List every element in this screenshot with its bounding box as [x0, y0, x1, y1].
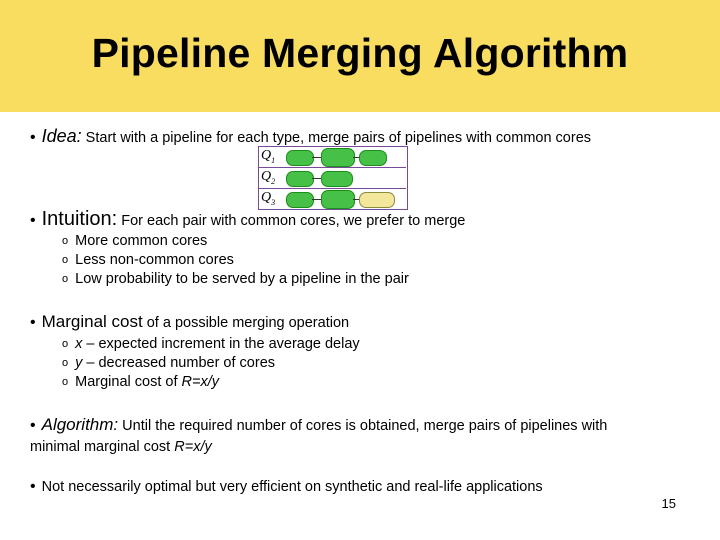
bullet-intuition: [30, 208, 465, 231]
intuition-subitem: o More common cores: [62, 233, 208, 249]
lane-label-2: $Q_2$: [261, 169, 276, 186]
bullet-icon: •: [30, 212, 36, 229]
lane-label-1: $Q_1$: [261, 148, 276, 165]
bullet-icon: •: [30, 129, 36, 146]
bullet-icon: •: [30, 478, 36, 495]
lane-label-3: $Q_3$: [261, 190, 276, 207]
diagram-node: [321, 190, 355, 209]
pipeline-diagram: [258, 146, 408, 210]
lane-divider: [258, 167, 406, 168]
diagram-node: [286, 192, 314, 208]
idea-text: Start with a pipeline for each type, merge pairs of pipelines with common cores: [81, 130, 592, 146]
diagram-node: [321, 171, 353, 187]
intuition-subitem: o Less non-common cores: [62, 252, 234, 268]
intuition-lead: Intuition:: [41, 208, 118, 230]
intuition-text: For each pair with common cores, we prefer to merge: [117, 213, 466, 229]
intuition-subitem: o Low probability to be served by a pipeline in the pair: [62, 271, 409, 287]
algorithm-lead: Algorithm:: [41, 415, 119, 434]
algorithm-text: Until the required number of cores is obtained, merge pairs of pipelines with: [118, 418, 608, 434]
bullet-icon: •: [30, 417, 36, 434]
bullet-icon: •: [30, 314, 36, 331]
bullet-marginal-cost: [30, 312, 349, 332]
bullet-note: [30, 478, 543, 496]
diagram-connector: [312, 178, 321, 179]
slide-title: Pipeline Merging Algorithm: [91, 30, 629, 76]
diagram-node: [286, 171, 314, 187]
diagram-connector: [312, 199, 321, 200]
marginal-text: of a possible merging operation: [142, 315, 350, 331]
algorithm-continuation: minimal marginal cost R=x/y: [30, 439, 212, 455]
marginal-subitem: o x – expected increment in the average delay: [62, 336, 360, 352]
note-text: Not necessarily optimal but very efficient on synthetic and real-life applications: [41, 479, 543, 495]
diagram-node: [321, 148, 355, 167]
marginal-subitem: o Marginal cost of R=x/y: [62, 374, 219, 390]
diagram-node: [359, 150, 387, 166]
diagram-node: [286, 150, 314, 166]
diagram-connector: [312, 157, 321, 158]
diagram-node: [359, 192, 395, 208]
bullet-idea: [30, 126, 591, 147]
bullet-algorithm: [30, 415, 607, 435]
idea-lead: Idea:: [41, 126, 82, 146]
lane-divider: [258, 188, 406, 189]
marginal-subitem: o y – decreased number of cores: [62, 355, 276, 371]
marginal-lead: Marginal cost: [41, 312, 143, 331]
page-number: 15: [661, 496, 676, 511]
